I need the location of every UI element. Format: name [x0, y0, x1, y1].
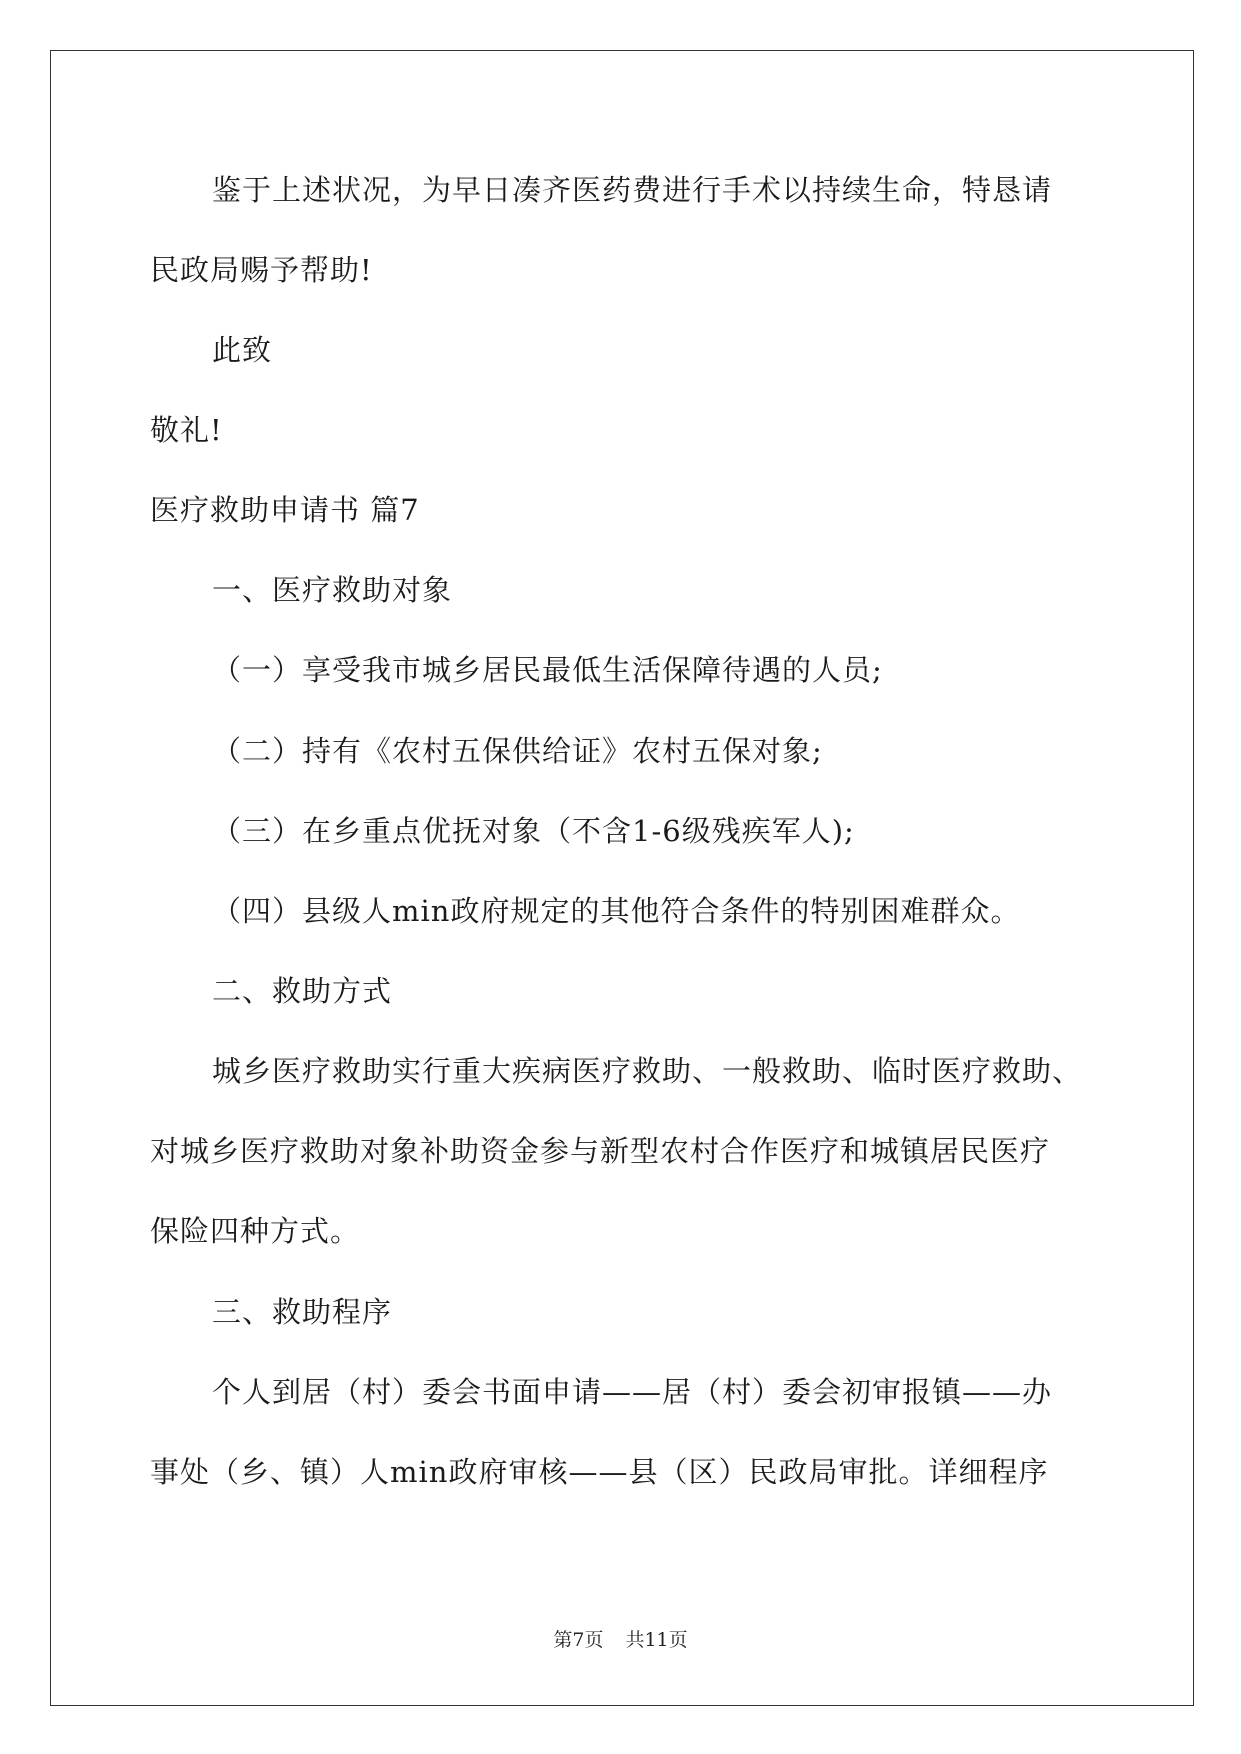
- section-title: 医疗救助申请书 篇7: [150, 493, 420, 527]
- page-total: 共11页: [625, 1629, 688, 1651]
- list-item: （三）在乡重点优抚对象（不含1-6级残疾军人);: [212, 814, 855, 848]
- paragraph-line: 城乡医疗救助实行重大疾病医疗救助、一般救助、临时医疗救助、: [212, 1054, 1083, 1088]
- heading-line: 一、医疗救助对象: [212, 573, 453, 607]
- paragraph-line: 对城乡医疗救助对象补助资金参与新型农村合作医疗和城镇居民医疗: [150, 1134, 1051, 1168]
- paragraph-line: 事处（乡、镇）人min政府审核——县（区）民政局审批。详细程序: [150, 1455, 1049, 1489]
- paragraph-line: 民政局赐予帮助!: [150, 253, 373, 287]
- list-item: （一）享受我市城乡居民最低生活保障待遇的人员;: [212, 653, 883, 687]
- paragraph-line: 保险四种方式。: [150, 1214, 361, 1248]
- page-number: 第7页: [553, 1629, 604, 1651]
- heading-line: 二、救助方式: [212, 974, 393, 1008]
- heading-line: 三、救助程序: [212, 1295, 393, 1329]
- list-item: （二）持有《农村五保供给证》农村五保对象;: [212, 734, 823, 768]
- salutation-line: 此致: [212, 333, 273, 367]
- paragraph-line: 个人到居（村）委会书面申请——居（村）委会初审报镇——办: [212, 1375, 1053, 1409]
- paragraph-line: 鉴于上述状况，为早日凑齐医药费进行手术以持续生命，特恳请: [212, 173, 1053, 207]
- list-item: （四）县级人min政府规定的其他符合条件的特别困难群众。: [212, 894, 1021, 928]
- page-footer: [0, 1628, 1241, 1652]
- salutation-line: 敬礼!: [150, 413, 223, 447]
